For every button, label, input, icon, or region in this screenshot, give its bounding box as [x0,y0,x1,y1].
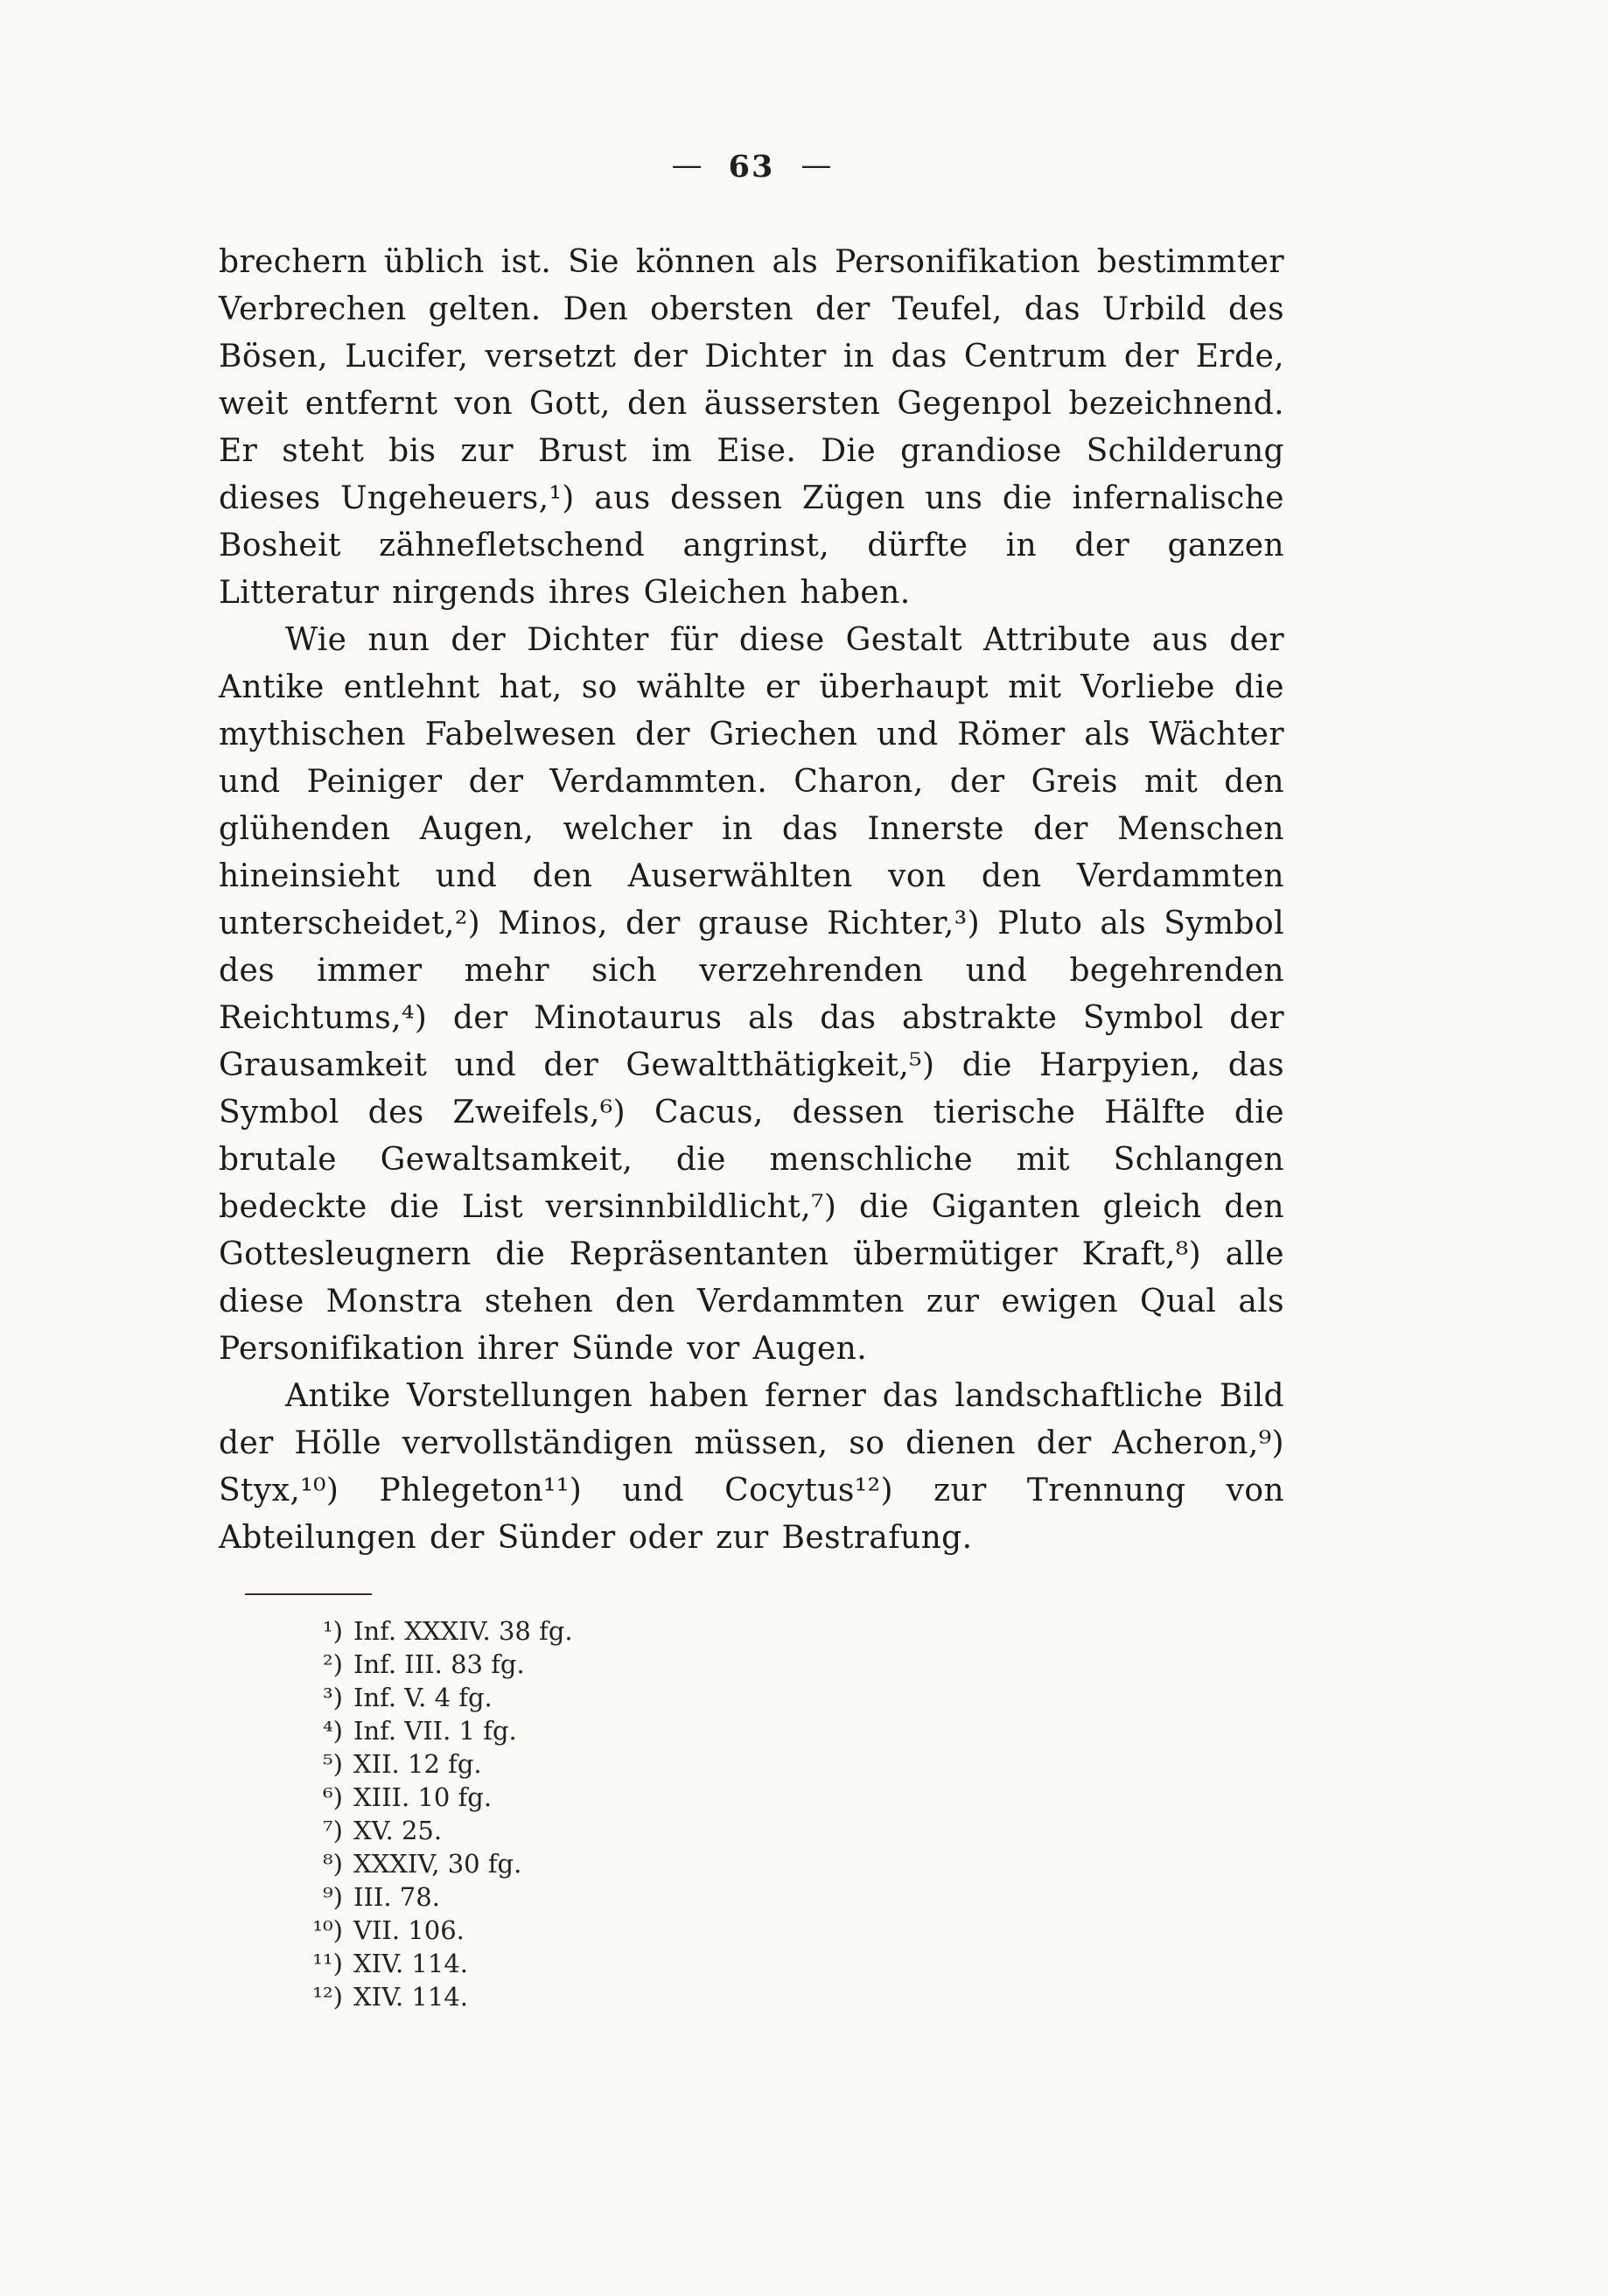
footnote-text: XIII. 10 fg. [353,1782,493,1812]
footnote-item [303,1914,1284,1947]
footnote-item [303,1747,1284,1781]
footnote-text: III. 78. [353,1882,440,1912]
footnote-text: XXXIV, 30 fg. [353,1849,522,1879]
footnote-marker: ⁸) [323,1849,343,1879]
body-paragraph-2: Wie nun der Dichter für diese Gestalt Attribute aus der Antike entlehnt hat, so wählte er überhaupt mit Vorliebe die mythischen Fabelwesen der Griechen und Römer als Wächter und Peiniger der Verdammten. Charon, der Greis mit den glühenden Augen, welcher in das Innerste der Menschen hineinsieht und den Auserwählten von den Verdammten unterscheidet,²) Minos, der grause Richter,³) Pluto als Symbol des immer mehr sich verzehrenden und begehrenden Reichtums,⁴) der Minotaurus als das abstrakte Symbol der Grausamkeit und der Gewaltthätigkeit,⁵) die Harpyien, das Symbol des Zweifels,⁶) Cacus, dessen tierische Hälfte die brutale Gewaltsamkeit, die menschliche mit Schlangen bedeckte die List versinnbildlicht,⁷) die Giganten gleich den Gottesleugnern die Repräsentanten übermütiger Kraft,⁸) alle diese Monstra stehen den Verdammten zur ewigen Qual als Personifikation ihrer Sünde vor Augen. [219,622,1284,1367]
footnote-text: XII. 12 fg. [353,1749,482,1779]
footnote-marker: ¹¹) [312,1949,343,1978]
page-number-dash-left: — [671,147,703,183]
footnote-marker: ⁵) [323,1749,343,1779]
footnotes [303,1614,1284,2013]
footnote-marker: ³) [323,1683,343,1712]
footnote-marker: ¹⁰) [312,1915,343,1945]
footnote-text: Inf. V. 4 fg. [353,1683,493,1712]
body-text [219,239,1284,1562]
body-paragraph-1: brechern üblich ist. Sie können als Personifikation bestimmter Verbrechen gelten. Den obersten der Teufel, das Urbild des Bösen, Lucifer, versetzt der Dichter in das Centrum der Erde, weit entfernt von Gott, den äussersten Gegenpol bezeichnend. Er steht bis zur Brust im Eise. Die grandiose Schilderung dieses Ungeheuers,¹) aus dessen Zügen uns die infernalische Bosheit zähnefletschend angrinst, dürfte in der ganzen Litteratur nirgends ihres Gleichen haben. [219,244,1284,611]
footnote-item [303,1648,1284,1681]
footnote-marker: ⁷) [323,1816,343,1845]
footnote-marker: ²) [323,1649,343,1679]
page-number-dash-right: — [801,147,832,183]
footnote-item [303,1847,1284,1880]
footnote-item [303,1814,1284,1847]
footnote-marker: ¹²) [312,1982,343,2012]
footnote-separator [245,1593,372,1595]
footnote-text: Inf. VII. 1 fg. [353,1716,517,1746]
footnote-item [303,1980,1284,2013]
footnote-text: XIV. 114. [353,1949,468,1978]
text-column [219,149,1284,2013]
footnote-item [303,1781,1284,1814]
footnote-marker: ¹) [323,1616,343,1646]
footnote-marker: ⁹) [323,1882,343,1912]
footnote-item [303,1681,1284,1714]
footnote-item [303,1880,1284,1914]
footnote-item [303,1947,1284,1980]
footnote-text: Inf. XXXIV. 38 fg. [353,1616,573,1646]
footnote-marker: ⁴) [323,1716,343,1746]
footnote-item [303,1614,1284,1648]
page-number-value: 63 [728,149,775,185]
body-paragraph-3: Antike Vorstellungen haben ferner das landschaftliche Bild der Hölle vervollständigen müssen, so dienen der Acheron,⁹) Styx,¹⁰) Phlegeton¹¹) und Cocytus¹²) zur Trennung von Abteilungen der Sünder oder zur Bestrafung. [219,1378,1284,1556]
footnote-text: VII. 106. [353,1915,465,1945]
footnote-text: XIV. 114. [353,1982,468,2012]
footnote-text: Inf. III. 83 fg. [353,1649,525,1679]
page-number [219,149,1284,185]
footnote-marker: ⁶) [323,1782,343,1812]
footnote-text: XV. 25. [353,1816,443,1845]
footnote-item [303,1714,1284,1747]
